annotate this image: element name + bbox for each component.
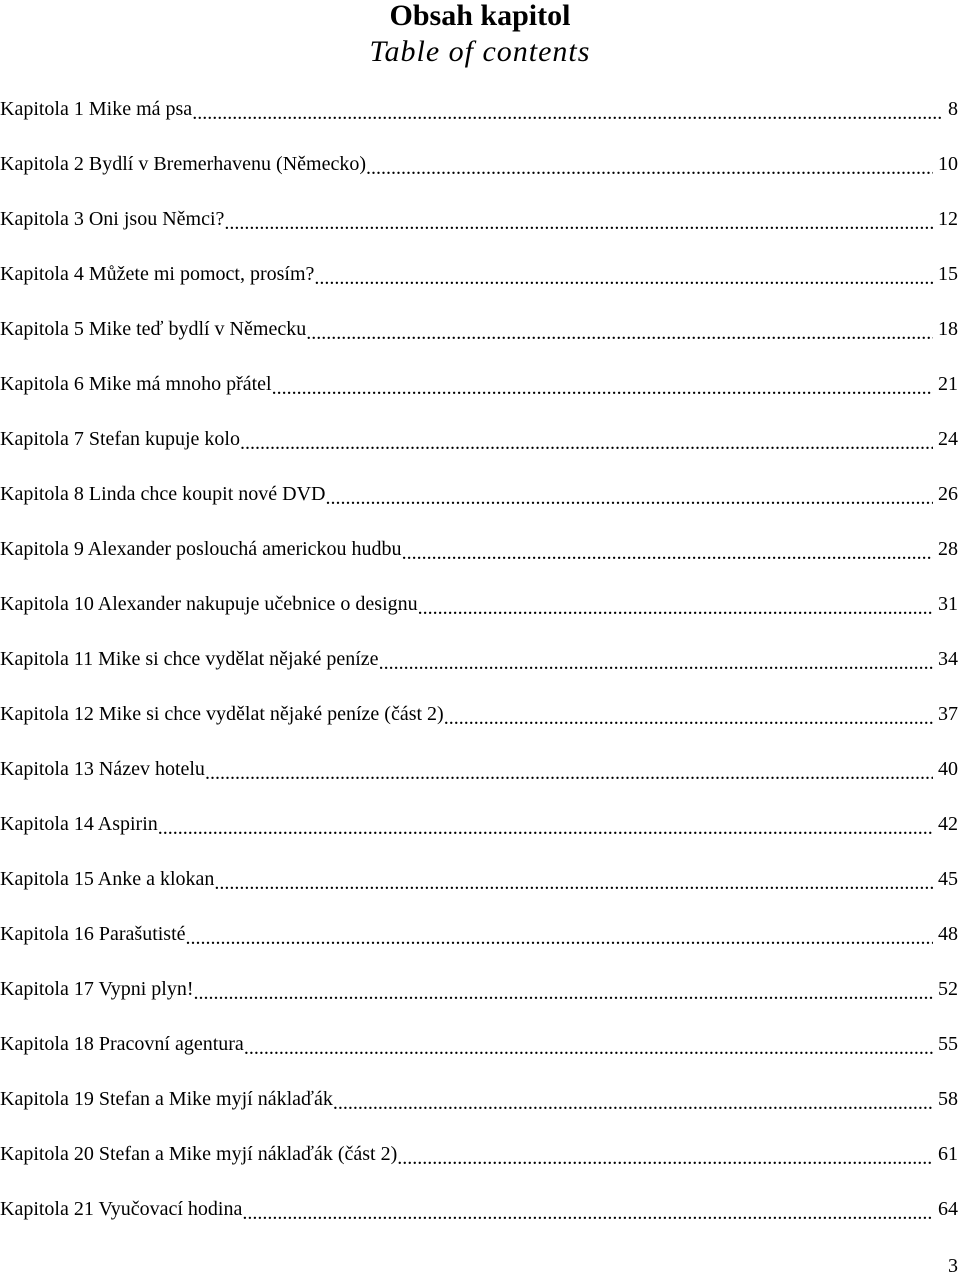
- toc-entry-label: Kapitola 16 Parašutisté: [0, 923, 186, 945]
- toc-entry-page: 61: [938, 1143, 958, 1165]
- toc-entry-3[interactable]: [0, 192, 960, 247]
- toc-leader-dots: [418, 598, 933, 618]
- toc-entry-15[interactable]: [0, 852, 960, 907]
- toc-entry-label: Kapitola 20 Stefan a Mike myjí náklaďák (část 2): [0, 1143, 398, 1165]
- toc-entry-page: 42: [938, 813, 958, 835]
- toc-leader-dots: [333, 1093, 933, 1113]
- page-title: Obsah kapitol: [389, 0, 571, 32]
- page-number: 3: [948, 1255, 958, 1277]
- toc-leader-dots: [306, 323, 933, 343]
- toc-leader-dots: [192, 103, 943, 123]
- toc-entry-7[interactable]: [0, 412, 960, 467]
- toc-entry-page: 24: [938, 428, 958, 450]
- toc-entry-14[interactable]: [0, 797, 960, 852]
- toc-entry-label: Kapitola 19 Stefan a Mike myjí náklaďák: [0, 1088, 333, 1110]
- toc-entry-page: 28: [938, 538, 958, 560]
- toc-entry-17[interactable]: [0, 962, 960, 1017]
- toc-entry-label: Kapitola 13 Název hotelu: [0, 758, 205, 780]
- toc-entry-page: 21: [938, 373, 958, 395]
- toc-entry-page: 55: [938, 1033, 958, 1055]
- page-subtitle: Table of contents: [369, 35, 591, 68]
- toc-leader-dots: [244, 1038, 933, 1058]
- toc-entry-label: Kapitola 21 Vyučovací hodina: [0, 1198, 243, 1220]
- toc-entry-page: 12: [938, 208, 958, 230]
- toc-leader-dots: [224, 213, 933, 233]
- toc-entry-label: Kapitola 5 Mike teď bydlí v Německu: [0, 318, 307, 340]
- toc-entry-11[interactable]: [0, 632, 960, 687]
- toc-entry-label: Kapitola 18 Pracovní agentura: [0, 1033, 244, 1055]
- toc-entry-8[interactable]: [0, 467, 960, 522]
- toc-entry-label: Kapitola 8 Linda chce koupit nové DVD: [0, 483, 326, 505]
- toc-entry-page: 34: [938, 648, 958, 670]
- toc-entry-10[interactable]: [0, 577, 960, 632]
- toc-leader-dots: [214, 873, 933, 893]
- toc-entry-page: 18: [938, 318, 958, 340]
- toc-entry-page: 48: [938, 923, 958, 945]
- toc-entry-label: Kapitola 15 Anke a klokan: [0, 868, 215, 890]
- toc-entry-label: Kapitola 9 Alexander poslouchá americkou hudbu: [0, 538, 402, 560]
- toc-entry-19[interactable]: [0, 1072, 960, 1127]
- toc-leader-dots: [158, 818, 933, 838]
- toc-leader-dots: [366, 158, 933, 178]
- toc-entry-6[interactable]: [0, 357, 960, 412]
- toc-entry-9[interactable]: [0, 522, 960, 577]
- title-block: [0, 0, 960, 72]
- toc-leader-dots: [314, 268, 933, 288]
- toc-entry-21[interactable]: [0, 1182, 960, 1237]
- toc-entry-label: Kapitola 7 Stefan kupuje kolo: [0, 428, 240, 450]
- toc-entry-13[interactable]: [0, 742, 960, 797]
- toc-leader-dots: [402, 543, 933, 563]
- toc-entry-label: Kapitola 14 Aspirin: [0, 813, 158, 835]
- toc-leader-dots: [186, 928, 933, 948]
- toc-leader-dots: [194, 983, 933, 1003]
- toc-entry-label: Kapitola 1 Mike má psa: [0, 98, 193, 120]
- toc-entry-label: Kapitola 12 Mike si chce vydělat nějaké peníze (část 2): [0, 703, 444, 725]
- toc-entry-label: Kapitola 11 Mike si chce vydělat nějaké peníze: [0, 648, 379, 670]
- toc-entry-12[interactable]: [0, 687, 960, 742]
- toc-entry-page: 64: [938, 1198, 958, 1220]
- toc-entry-page: 8: [948, 98, 958, 120]
- toc-entry-4[interactable]: [0, 247, 960, 302]
- toc-entry-16[interactable]: [0, 907, 960, 962]
- toc-entry-page: 58: [938, 1088, 958, 1110]
- toc-leader-dots: [444, 708, 933, 728]
- toc-entry-page: 31: [938, 593, 958, 615]
- toc-leader-dots: [242, 1203, 933, 1223]
- toc-entry-page: 15: [938, 263, 958, 285]
- toc-entry-1[interactable]: [0, 82, 960, 137]
- toc-entry-label: Kapitola 4 Můžete mi pomoct, prosím?: [0, 263, 315, 285]
- toc-entry-5[interactable]: [0, 302, 960, 357]
- toc-leader-dots: [379, 653, 933, 673]
- toc-leader-dots: [325, 488, 933, 508]
- toc-entry-label: Kapitola 6 Mike má mnoho přátel: [0, 373, 272, 395]
- toc-leader-dots: [397, 1148, 933, 1168]
- toc-leader-dots: [240, 433, 933, 453]
- toc-entry-label: Kapitola 3 Oni jsou Němci?: [0, 208, 225, 230]
- toc-entry-20[interactable]: [0, 1127, 960, 1182]
- toc-entry-label: Kapitola 17 Vypni plyn!: [0, 978, 194, 1000]
- toc-entry-page: 45: [938, 868, 958, 890]
- toc-entry-page: 40: [938, 758, 958, 780]
- toc-leader-dots: [205, 763, 933, 783]
- toc-entry-page: 52: [938, 978, 958, 1000]
- toc-entry-label: Kapitola 2 Bydlí v Bremerhavenu (Německo): [0, 153, 366, 175]
- toc-entry-page: 37: [938, 703, 958, 725]
- table-of-contents: [0, 82, 960, 1237]
- toc-entry-page: 10: [938, 153, 958, 175]
- toc-entry-2[interactable]: [0, 137, 960, 192]
- toc-entry-page: 26: [938, 483, 958, 505]
- toc-entry-label: Kapitola 10 Alexander nakupuje učebnice o designu: [0, 593, 418, 615]
- toc-leader-dots: [272, 378, 933, 398]
- toc-entry-18[interactable]: [0, 1017, 960, 1072]
